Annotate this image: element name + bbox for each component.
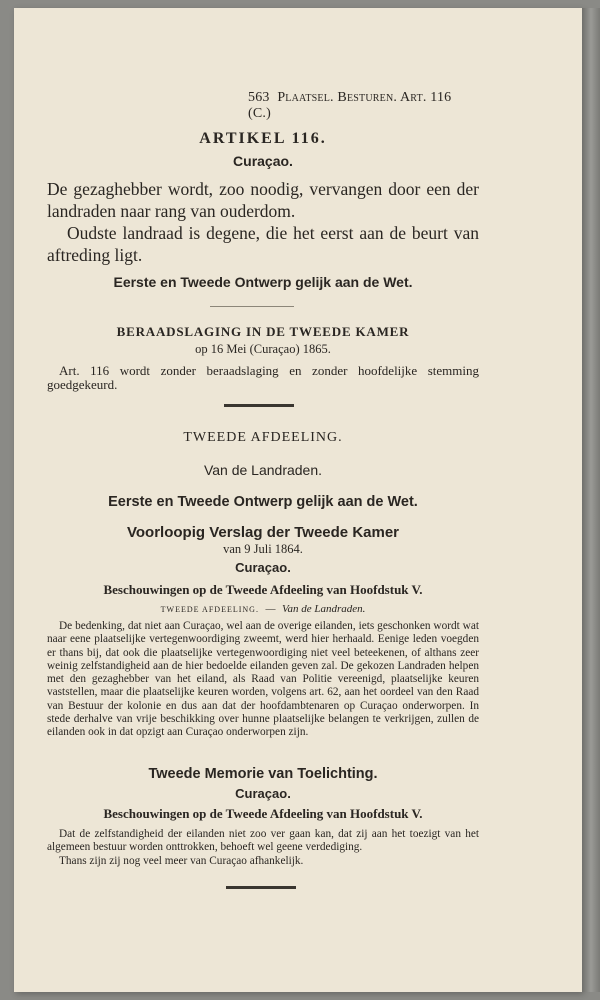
- book-spine: [582, 8, 600, 992]
- verslag-region: Curaçao.: [235, 560, 291, 575]
- beraadslaging-title: BERAADSLAGING IN DE TWEEDE KAMER: [116, 324, 410, 339]
- page-number: 563: [248, 90, 270, 105]
- ontwerp-note-2: Eerste en Tweede Ontwerp gelijk aan de Wet.: [108, 494, 418, 510]
- verslag-subline: [47, 603, 479, 615]
- beraadslaging-text: [47, 364, 479, 392]
- verslag-text: [47, 620, 479, 740]
- verslag-sub-italic: Van de Landraden.: [281, 603, 366, 615]
- verslag-title: Voorloopig Verslag der Tweede Kamer: [126, 524, 400, 541]
- memorie-paragraph-2: Thans zijn zij nog veel meer van Curaçao afhankelijk.: [59, 854, 304, 867]
- memorie-title: Tweede Memorie van Toelichting.: [148, 766, 378, 782]
- verslag-sub-dash: —: [265, 604, 276, 615]
- article-text: [47, 178, 479, 266]
- divider-thick-1: [224, 404, 294, 407]
- verslag-beschouwingen: Beschouwingen op de Tweede Afdeeling van Hoofdstuk V.: [103, 582, 423, 597]
- article-paragraph-1: De gezaghebber wordt, zoo noodig, vervangen door een der landraden naar rang van ouderdom.: [47, 179, 479, 221]
- beraadslaging-paragraph: Art. 116 wordt zonder beraadslaging en zonder hoofdelijke stemming goedgekeurd.: [47, 363, 479, 392]
- running-header: [248, 90, 478, 122]
- ontwerp-note-1: Eerste en Tweede Ontwerp gelijk aan de Wet.: [113, 274, 413, 290]
- memorie-paragraph-1: Dat de zelfstandigheid der eilanden niet zoo ver gaan kan, dat zij aan het toezigt van het algemeen bestuur worden onttrokken, behoeft wel geene verdediging.: [47, 828, 479, 854]
- beraadslaging-subtitle: op 16 Mei (Curaçao) 1865.: [195, 342, 331, 356]
- verslag-sub-label: TWEEDE AFDEELING.: [160, 605, 259, 614]
- running-title: Plaatsel. Besturen. Art. 116 (C.): [248, 90, 452, 121]
- divider-thick-2: [226, 886, 296, 889]
- verslag-paragraph: De bedenking, dat niet aan Curaçao, wel aan de overige eilanden, iets geschonken wordt wat naar eene plaatselijke vertegenwoordiging zweemt, werd hier herhaald. Eenige leden voegden er thans bij, dat ook die plaatselijke vertegenwoordiging niet veel beteekenen, of althans zeer weinig zelfstandigheid aan de hier bedoelde eilanden geven zal. De gekozen Landraden helpen met den gezaghebber van het eiland, als Raad van Politie vereenigd, plaatselijke keuren vaststellen, maar die plaatselijke keuren worden, volgens art. 62, aan het oordeel van den Raad van Bestuur der kolonie en dus aan dat der hoofdambtenaren op Curaçao onderworpen. In stede derhalve van vrije beschikking over hunne plaatselijke belangen te verkrijgen, zullen de eilanden ook in dat opzigt aan Curaçao onderworpen zijn.: [47, 620, 479, 739]
- memorie-region: Curaçao.: [235, 786, 291, 801]
- article-region: Curaçao.: [233, 153, 293, 169]
- article-paragraph-2: Oudste landraad is degene, die het eerst aan de beurt van aftreding ligt.: [47, 223, 479, 265]
- divider-thin: [210, 306, 294, 307]
- afdeeling-title: TWEEDE AFDEELING.: [183, 430, 343, 445]
- memorie-text: [47, 828, 479, 868]
- article-title: ARTIKEL 116.: [199, 130, 327, 147]
- afdeeling-subtitle: Van de Landraden.: [203, 462, 323, 478]
- verslag-date: van 9 Juli 1864.: [223, 542, 303, 556]
- memorie-beschouwingen: Beschouwingen op de Tweede Afdeeling van Hoofdstuk V.: [103, 806, 423, 821]
